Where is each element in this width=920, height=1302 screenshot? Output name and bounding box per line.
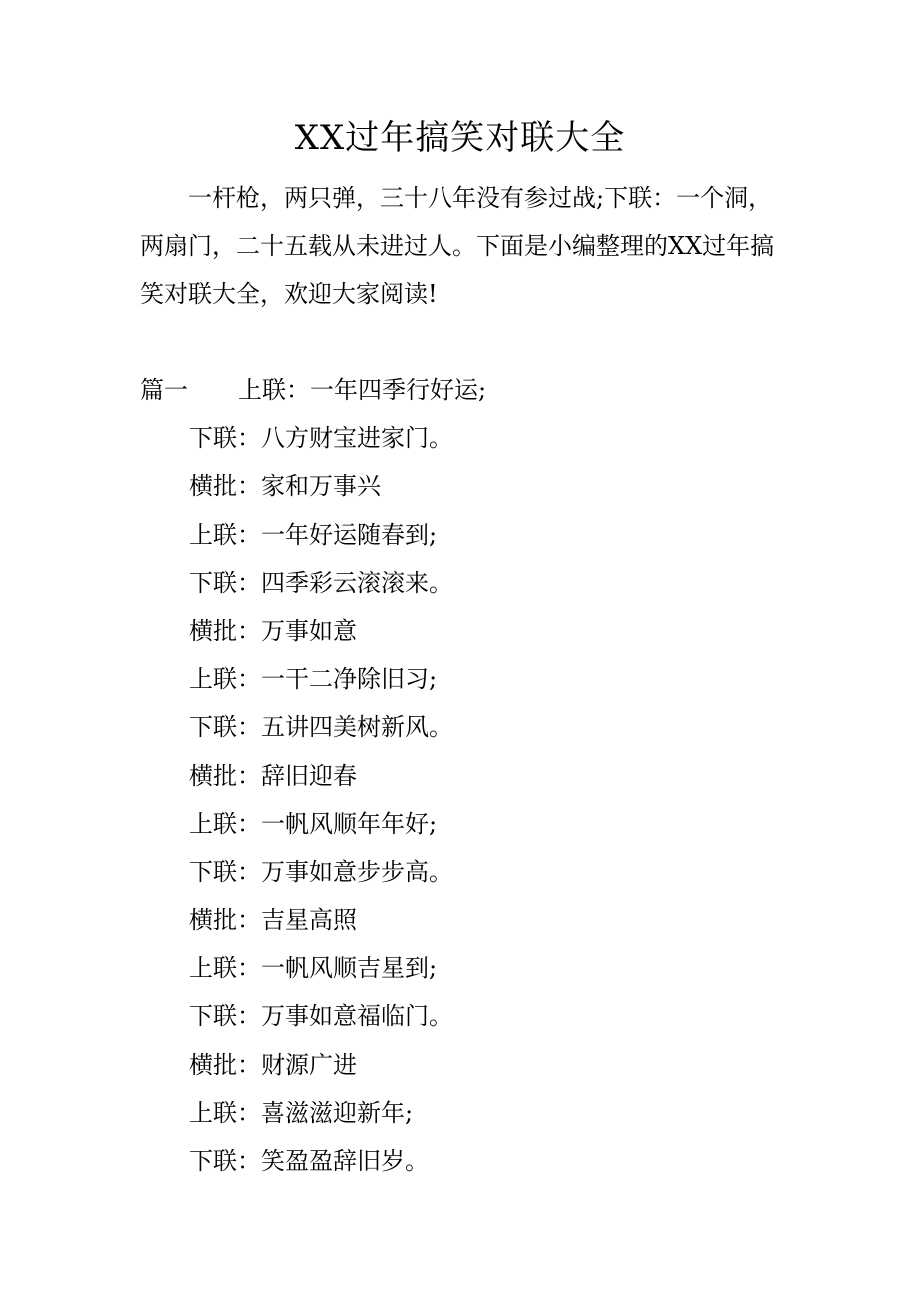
couplet-line: 下联：四季彩云滚滚来。 [189, 568, 453, 597]
couplet-line: 上联：喜滋滋迎新年; [189, 1098, 414, 1127]
couplet-line: 下联：八方财宝进家门。 [189, 424, 453, 453]
couplet-line: 上联：一干二净除旧习; [189, 665, 438, 694]
couplet-list [140, 366, 800, 1185]
couplet-line: 上联：一帆风顺吉星到; [189, 954, 438, 983]
couplet-line: 横批：家和万事兴 [189, 472, 381, 501]
couplet-line: 横批：辞旧迎春 [189, 761, 357, 790]
couplet-line: 上联：一年好运随春到; [189, 520, 438, 549]
couplet-line [140, 366, 800, 414]
couplet-line: 下联：五讲四美树新风。 [189, 713, 453, 742]
section-label: 篇一 [140, 376, 188, 404]
intro-paragraph: 一杆枪，两只弹，三十八年没有参过战;下联：一个洞，两扇门，二十五载从未进过人。下面是小编整理的XX过年搞笑对联大全，欢迎大家阅读! [140, 184, 775, 308]
couplet-line: 下联：笑盈盈辞旧岁。 [189, 1147, 429, 1175]
couplet-line: 横批：财源广进 [189, 1050, 357, 1079]
document-title: XX过年搞笑对联大全 [294, 118, 626, 158]
couplet-line: 下联：万事如意福临门。 [189, 1002, 453, 1031]
couplet-line: 横批：万事如意 [189, 616, 357, 645]
couplet-text: 上联：一年四季行好运; [238, 376, 487, 404]
couplet-line: 下联：万事如意步步高。 [189, 857, 453, 886]
couplet-line: 上联：一帆风顺年年好; [189, 809, 438, 838]
couplet-line: 横批：吉星高照 [189, 906, 357, 935]
